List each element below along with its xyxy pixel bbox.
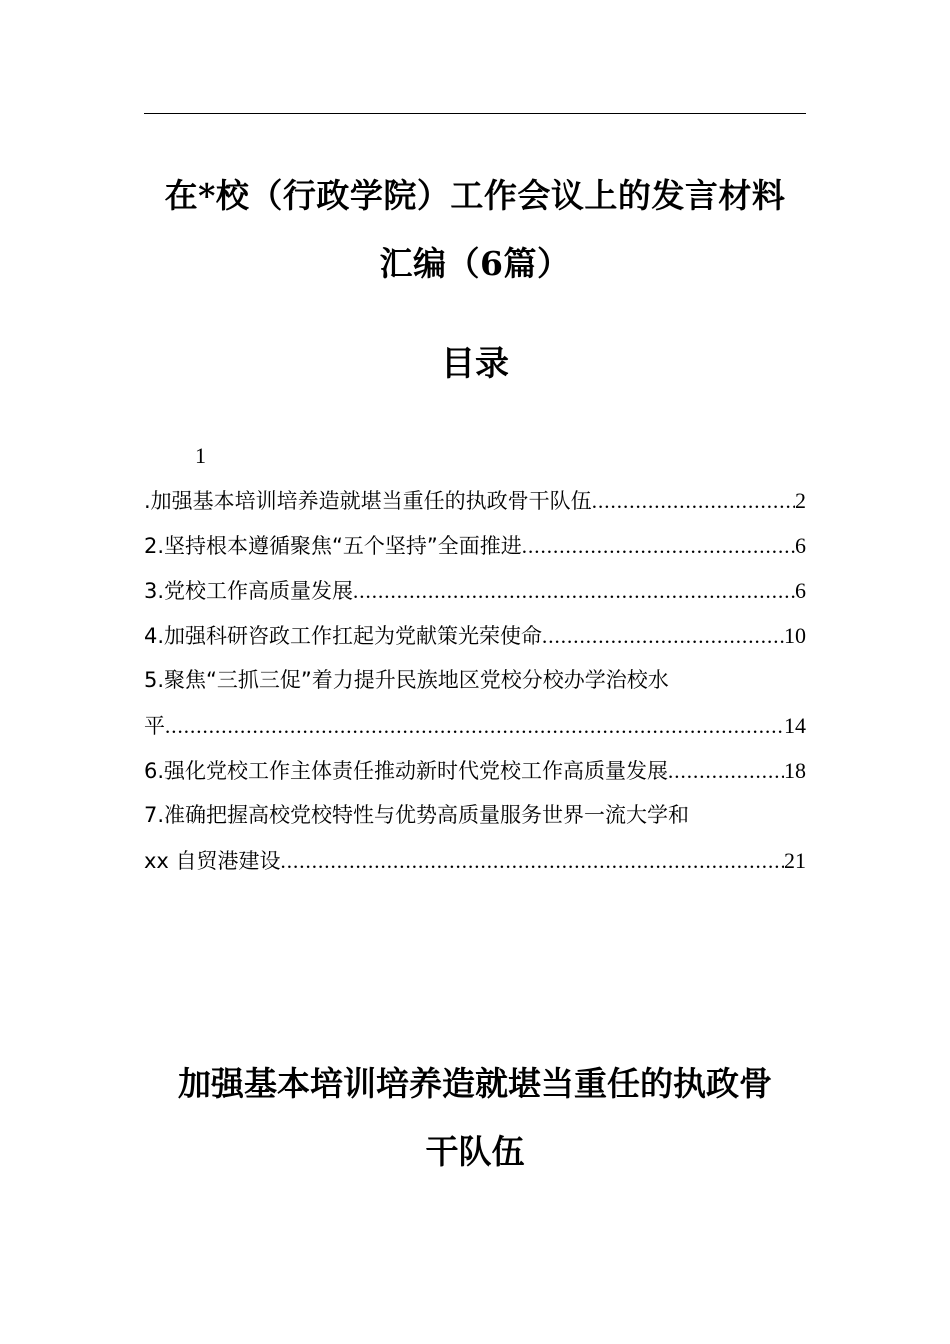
toc-entry-4[interactable] bbox=[144, 613, 806, 658]
toc-entry-3[interactable] bbox=[144, 568, 806, 613]
toc-page-number: 2 bbox=[795, 488, 806, 513]
toc-leader-dots bbox=[522, 524, 795, 569]
toc-leader-dots bbox=[592, 479, 795, 524]
section-title-line-2: 干队伍 bbox=[425, 1132, 525, 1171]
toc-heading: 目录 bbox=[441, 344, 509, 384]
section-title bbox=[144, 1050, 806, 1186]
section-title-line-1: 加强基本培训培养造就堪当重任的执政骨 bbox=[178, 1064, 772, 1103]
document-title-line-2: 汇编（6篇） bbox=[379, 244, 571, 283]
toc-entry-text-line-1: 5.聚焦“三抓三促”着力提升民族地区党校分校办学治校水 bbox=[144, 668, 669, 692]
toc-entry-7[interactable] bbox=[144, 793, 806, 883]
toc-leader-dots bbox=[281, 839, 784, 884]
toc-leader-dots bbox=[165, 704, 784, 749]
toc-page-number: 18 bbox=[784, 758, 806, 783]
toc-entry-1[interactable] bbox=[144, 478, 806, 523]
toc-leader-dots bbox=[542, 614, 784, 659]
toc-page-number: 14 bbox=[784, 713, 806, 738]
document-title bbox=[144, 162, 806, 298]
toc-page-number: 6 bbox=[795, 578, 806, 603]
toc-leader-dots bbox=[353, 569, 795, 614]
toc-entry-text: 2.坚持根本遵循聚焦“五个坚持”全面推进 bbox=[144, 534, 522, 558]
toc-entry-text-line-1: 7.准确把握高校党校特性与优势高质量服务世界一流大学和 bbox=[144, 803, 690, 827]
document-title-line-1: 在*校（行政学院）工作会议上的发言材料 bbox=[164, 176, 786, 215]
table-of-contents bbox=[144, 478, 806, 883]
toc-entry-text: 6.强化党校工作主体责任推动新时代党校工作高质量发展 bbox=[144, 759, 669, 783]
toc-page-number: 10 bbox=[784, 623, 806, 648]
toc-orphan-number: 1 bbox=[195, 443, 206, 468]
header-rule bbox=[144, 113, 806, 114]
toc-page-number: 21 bbox=[784, 848, 806, 873]
toc-leader-dots bbox=[668, 749, 784, 794]
toc-page-number: 6 bbox=[795, 533, 806, 558]
toc-entry-text-line-2: xx 自贸港建设 bbox=[144, 849, 281, 873]
toc-entry-text: .加强基本培训培养造就堪当重任的执政骨干队伍 bbox=[144, 489, 592, 513]
toc-entry-text-line-2: 平 bbox=[144, 714, 165, 738]
toc-entry-5[interactable] bbox=[144, 658, 806, 748]
toc-entry-text: 4.加强科研咨政工作扛起为党献策光荣使命 bbox=[144, 624, 543, 648]
toc-entry-text: 3.党校工作高质量发展 bbox=[144, 579, 354, 603]
toc-entry-6[interactable] bbox=[144, 748, 806, 793]
toc-entry-2[interactable] bbox=[144, 523, 806, 568]
